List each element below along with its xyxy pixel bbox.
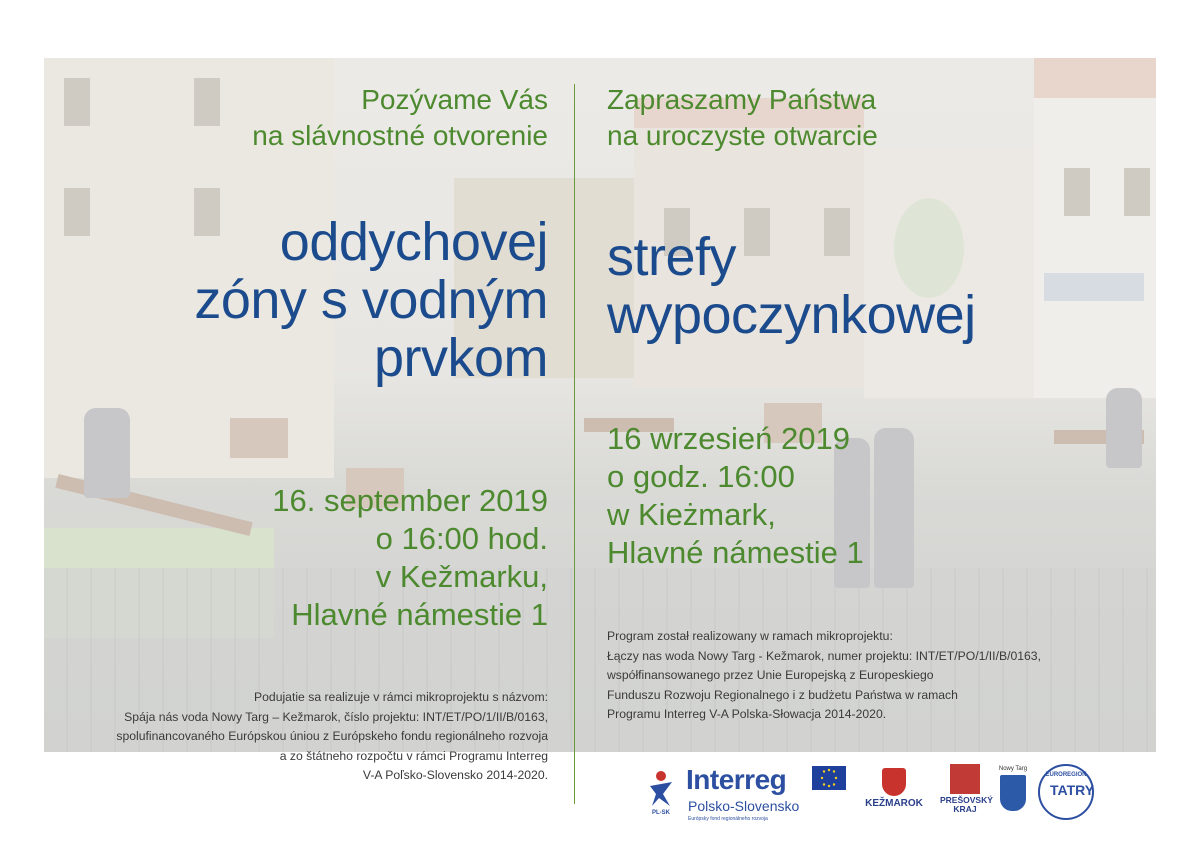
shop-sign [1044,273,1144,301]
address-line: Hlavné námestie 1 [607,535,864,570]
project-note-sk [116,688,548,786]
interreg-name: Interreg [686,764,787,795]
building-far-right [1034,98,1156,398]
date-line: 16 wrzesień 2019 [607,421,850,456]
note-line: Programu Interreg V-A Polska-Słowacja 2014-2020. [607,707,887,722]
event-title-pl [607,228,976,344]
event-datetime-pl [607,420,864,572]
euroregion-core-label: TATRY [1050,782,1095,798]
kezmarok-label: KEŽMAROK [865,798,923,809]
title-line: zóny s vodným [194,270,548,330]
title-line: oddychovej [279,212,548,272]
presov-crest-icon [950,764,980,794]
invite-line: Zapraszamy Państwa [607,84,877,115]
window [64,78,90,126]
invite-line: na slávnostné otvorenie [252,120,548,151]
note-line: Program został realizowany w ramach mikroprojektu: [607,629,893,643]
event-datetime-sk [272,482,548,634]
column-divider [574,84,575,804]
invite-text-sk [252,82,548,154]
time-line: o godz. 16:00 [607,459,795,494]
window [194,78,220,126]
person [84,408,130,498]
kezmarok-crest-icon [882,768,906,796]
note-line: spolufinancovaného Európskou úniou z Európskeho fondu regionálneho rozvoja [116,729,548,744]
planter [230,418,288,458]
date-line: 16. september 2019 [272,483,548,518]
note-line: a zo štátneho rozpočtu v rámci Programu Interreg [279,748,548,763]
interreg-subtitle: Polsko-Slovensko [688,798,800,814]
note-line: Funduszu Rozwoju Regionalnego i z budżetu Państwa w ramach [607,687,958,702]
note-line: Łączy nas woda Nowy Targ - Kežmarok, numer projektu: INT/ET/PO/1/II/B/0163, [607,648,1041,663]
eu-flag-icon [812,766,846,790]
nowy-targ-logo [996,766,1030,824]
place-line: v Kežmarku, [375,559,548,594]
place-line: w Kieżmark, [607,497,776,532]
interreg-fund-text: Európsky fond regionálneho rozvoja [688,816,768,822]
presov-region-logo [940,764,993,826]
address-line: Hlavné námestie 1 [291,597,548,632]
invite-line: na uroczyste otwarcie [607,120,878,151]
note-line: Podujatie sa realizuje v rámci mikroprojektu s názvom: [254,690,548,704]
kezmarok-logo [862,768,926,820]
euroregion-label: EUROREGION [1045,772,1087,778]
window [1064,168,1090,216]
title-line: strefy [607,227,737,287]
note-line: V-A Poľsko-Slovensko 2014-2020. [362,768,548,783]
invite-line: Pozývame Vás [361,84,548,115]
invite-text-pl [607,82,878,154]
window [1124,168,1150,216]
title-line: wypoczynkowej [607,285,976,345]
project-note-pl [607,627,1041,725]
presov-label: PREŠOVSKÝ KRAJ [940,795,993,814]
nowy-targ-label: Nowy Targ [998,766,1028,772]
euroregion-tatry-logo [1038,764,1094,820]
person [874,428,914,588]
note-line: Spája nás voda Nowy Targ – Kežmarok, číslo projektu: INT/ET/PO/1/II/B/0163, [124,709,548,724]
person [1106,388,1142,468]
window [64,188,90,236]
pl-sk-label: PL-SK [652,810,670,816]
title-line: prvkom [373,328,548,388]
event-title-sk [194,213,548,387]
pl-sk-logo [646,768,676,820]
nowy-targ-crest-icon [1000,775,1026,811]
time-line: o 16:00 hod. [375,521,548,556]
note-line: współfinansowanego przez Unie Europejską z Europeskiego [607,668,934,683]
